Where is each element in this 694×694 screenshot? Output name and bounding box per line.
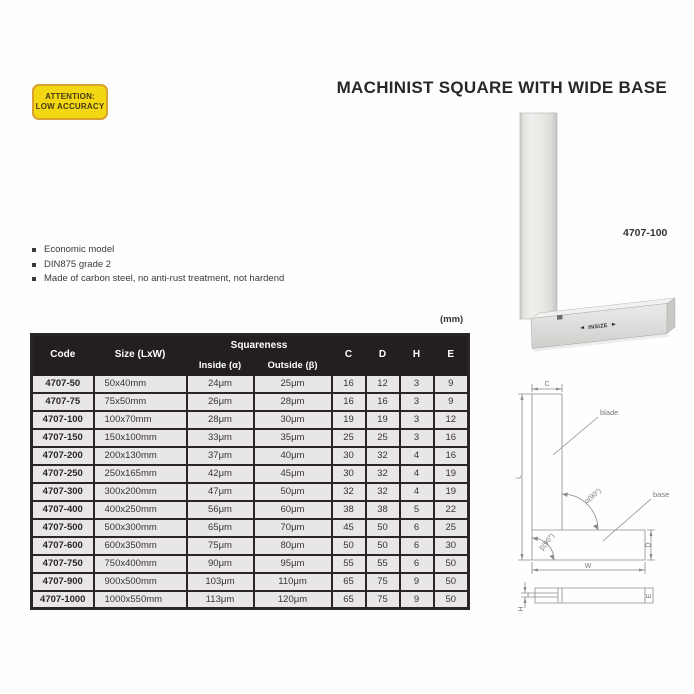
feature-text: DIN875 grade 2 [44,258,112,270]
cell-size: 250x165mm [94,465,187,483]
dimension-arrowheads [521,388,653,604]
cell-h: 6 [400,537,434,555]
cell-outside: 95μm [254,555,332,573]
cell-c: 50 [332,537,366,555]
cell-inside: 33μm [187,429,254,447]
attention-badge-line2: LOW ACCURACY [35,102,105,111]
blade-slot-notch [557,315,563,320]
cell-h: 3 [400,411,434,429]
cell-code: 4707-50 [32,375,94,393]
cell-h: 6 [400,555,434,573]
cell-size: 50x40mm [94,375,187,393]
col-header-d: D [366,335,400,375]
cell-inside: 37μm [187,447,254,465]
cell-inside: 90μm [187,555,254,573]
cell-inside: 103μm [187,573,254,591]
cell-inside: 65μm [187,519,254,537]
feature-item [31,258,284,273]
feature-text: Made of carbon steel, no anti-rust treatment, not hardend [44,273,285,284]
col-header-outside: Outside (β) [254,356,332,375]
bullet-square-icon [32,263,36,267]
cell-d: 16 [366,393,400,411]
table-row [32,393,469,411]
cell-c: 65 [332,591,366,609]
blade-label: blade [600,408,619,417]
cell-outside: 120μm [254,591,332,609]
cell-h: 4 [400,447,434,465]
cell-d: 50 [366,537,400,555]
cell-code: 4707-900 [32,573,94,591]
cell-e: 16 [434,447,469,465]
cell-inside: 47μm [187,483,254,501]
cell-e: 50 [434,555,469,573]
base-leader-line [603,499,651,541]
cell-code: 4707-150 [32,429,94,447]
cell-size: 900x500mm [94,573,187,591]
cell-d: 38 [366,501,400,519]
cell-d: 12 [366,375,400,393]
dim-label-h: H [518,606,525,612]
cell-outside: 50μm [254,483,332,501]
cell-code: 4707-75 [32,393,94,411]
cell-size: 75x50mm [94,393,187,411]
cell-d: 55 [366,555,400,573]
cell-outside: 80μm [254,537,332,555]
cell-size: 500x300mm [94,519,187,537]
blade-leader-line [553,417,598,455]
cell-c: 16 [332,375,366,393]
cell-e: 50 [434,573,469,591]
cell-h: 9 [400,573,434,591]
cell-h: 4 [400,465,434,483]
cell-e: 22 [434,501,469,519]
cell-outside: 25μm [254,375,332,393]
cell-e: 19 [434,465,469,483]
cell-h: 3 [400,375,434,393]
table-row [32,591,469,609]
cell-size: 150x100mm [94,429,187,447]
cell-h: 3 [400,393,434,411]
cell-size: 100x70mm [94,411,187,429]
cell-code: 4707-300 [32,483,94,501]
cell-e: 25 [434,519,469,537]
table-row [32,537,469,555]
side-view-outline [535,588,653,603]
cell-e: 50 [434,591,469,609]
dim-label-l: L [515,475,523,479]
col-header-e: E [434,335,469,375]
cell-c: 38 [332,501,366,519]
cell-outside: 40μm [254,447,332,465]
cell-inside: 26μm [187,393,254,411]
cell-c: 30 [332,447,366,465]
blade-shape [520,113,557,319]
col-header-size: Size (LxW) [94,335,187,375]
col-header-h: H [400,335,434,375]
cell-e: 9 [434,393,469,411]
feature-text: Economic model [44,244,115,255]
attention-badge [32,84,108,120]
cell-code: 4707-250 [32,465,94,483]
feature-item [31,243,284,258]
table-row [32,501,469,519]
base-label: base [653,490,670,499]
cell-d: 32 [366,465,400,483]
angle-label-beta: β(90°) [538,532,557,553]
dim-label-c: C [544,381,550,388]
cell-code: 4707-100 [32,411,94,429]
cell-d: 75 [366,591,400,609]
product-code-label: 4707-100 [623,227,668,239]
attention-badge-line1: ATTENTION: [45,92,95,101]
dim-label-d: D [645,542,653,548]
drawing-blade-outline [532,394,562,530]
cell-c: 16 [332,393,366,411]
cell-h: 6 [400,519,434,537]
col-header-squareness: Squareness [187,335,332,356]
bullet-square-icon [32,248,36,252]
cell-d: 50 [366,519,400,537]
cell-e: 16 [434,429,469,447]
brand-logo-text: INSIZE [588,322,609,332]
cell-h: 5 [400,501,434,519]
table-row [32,411,469,429]
tech-drawing [488,376,694,622]
cell-code: 4707-200 [32,447,94,465]
table-row [32,555,469,573]
spec-table-body [32,375,469,609]
bullet-square-icon [32,277,36,281]
cell-c: 25 [332,429,366,447]
dim-label-w: W [584,563,592,570]
cell-inside: 113μm [187,591,254,609]
cell-outside: 35μm [254,429,332,447]
cell-size: 400x250mm [94,501,187,519]
cell-d: 32 [366,483,400,501]
cell-outside: 30μm [254,411,332,429]
page-title: MACHINIST SQUARE WITH WIDE BASE [336,78,667,97]
base-end-face [667,298,675,334]
cell-h: 4 [400,483,434,501]
cell-size: 200x130mm [94,447,187,465]
cell-inside: 24μm [187,375,254,393]
table-row [32,375,469,393]
cell-code: 4707-500 [32,519,94,537]
angle-label-alpha: α(90°) [583,487,603,506]
cell-code: 4707-400 [32,501,94,519]
cell-code: 4707-750 [32,555,94,573]
units-note: (mm) [440,314,464,325]
cell-outside: 60μm [254,501,332,519]
table-row [32,465,469,483]
cell-inside: 75μm [187,537,254,555]
table-row [32,429,469,447]
cell-inside: 28μm [187,411,254,429]
cell-e: 19 [434,483,469,501]
col-header-code: Code [32,335,94,375]
cell-c: 19 [332,411,366,429]
cell-outside: 70μm [254,519,332,537]
cell-code: 4707-600 [32,537,94,555]
spec-table [30,333,470,610]
cell-outside: 28μm [254,393,332,411]
cell-c: 45 [332,519,366,537]
cell-size: 750x400mm [94,555,187,573]
cell-h: 9 [400,591,434,609]
cell-e: 9 [434,375,469,393]
cell-outside: 45μm [254,465,332,483]
dim-label-e: E [646,593,653,599]
table-row [32,447,469,465]
cell-e: 30 [434,537,469,555]
col-header-c: C [332,335,366,375]
cell-d: 32 [366,447,400,465]
cell-size: 300x200mm [94,483,187,501]
cell-d: 25 [366,429,400,447]
cell-c: 32 [332,483,366,501]
cell-inside: 42μm [187,465,254,483]
cell-c: 65 [332,573,366,591]
feature-item [31,272,284,287]
col-header-inside: Inside (α) [187,356,254,375]
cell-c: 55 [332,555,366,573]
cell-e: 12 [434,411,469,429]
cell-size: 600x350mm [94,537,187,555]
table-row [32,483,469,501]
side-view-blade [528,593,558,597]
feature-list [31,243,284,287]
cell-code: 4707-1000 [32,591,94,609]
cell-outside: 110μm [254,573,332,591]
cell-inside: 56μm [187,501,254,519]
table-row [32,573,469,591]
cell-c: 30 [332,465,366,483]
cell-d: 75 [366,573,400,591]
table-row [32,519,469,537]
cell-size: 1000x550mm [94,591,187,609]
cell-d: 19 [366,411,400,429]
cell-h: 3 [400,429,434,447]
